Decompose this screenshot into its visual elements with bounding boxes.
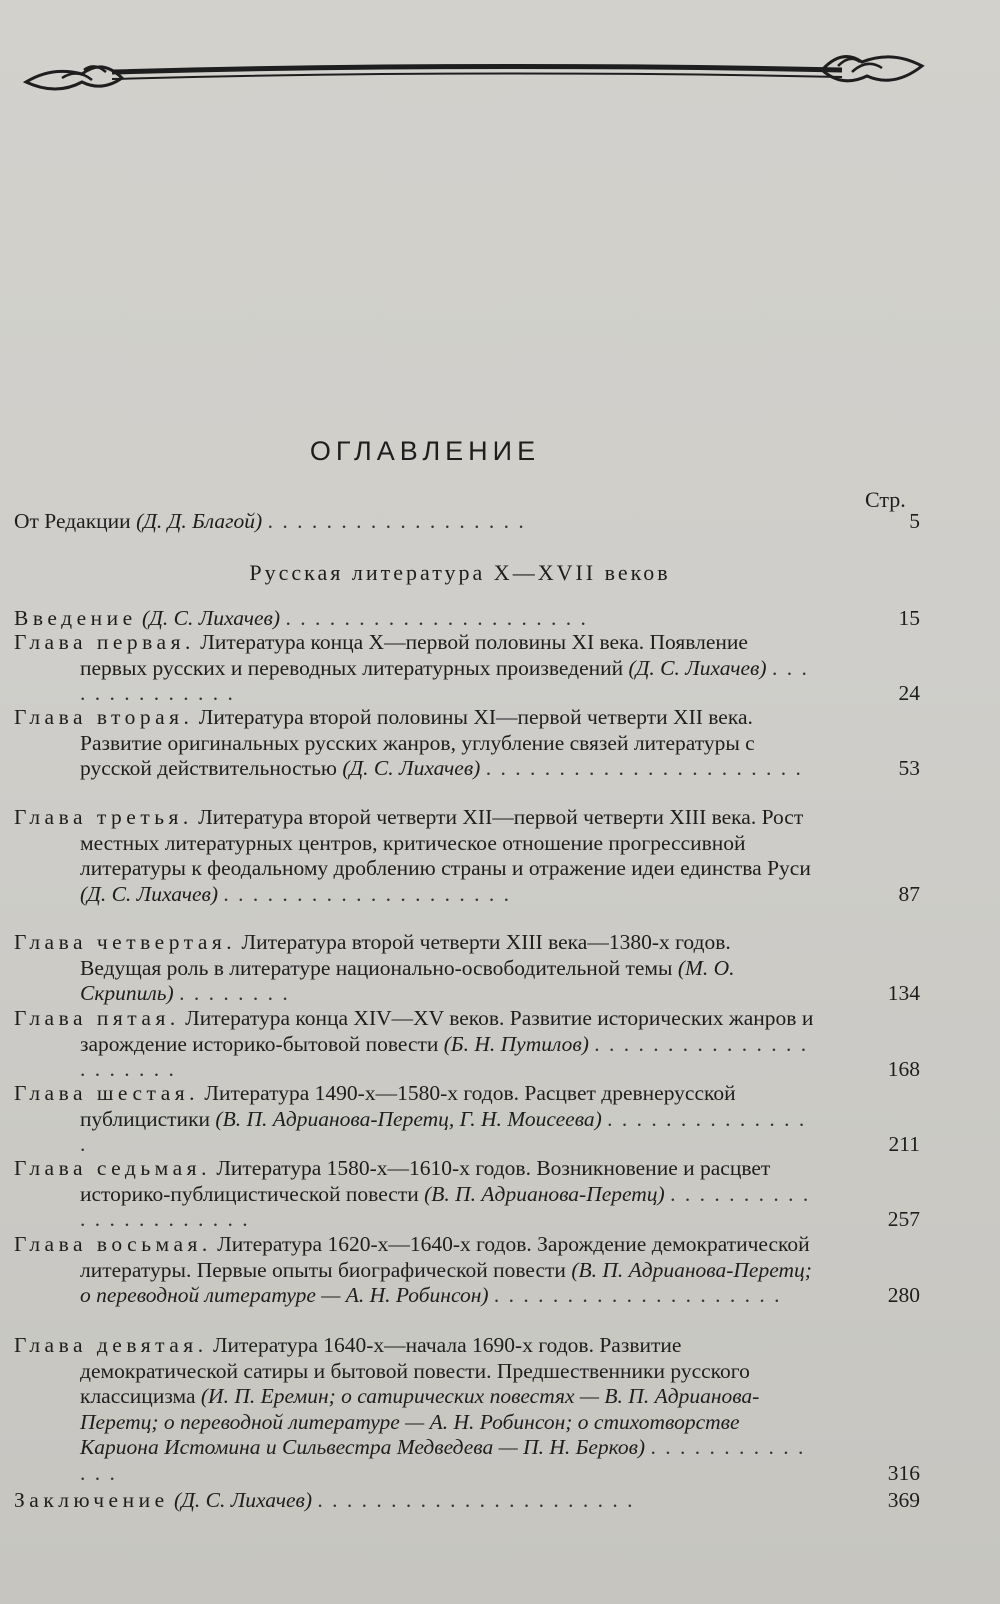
toc-entry[interactable]: Введение (Д. С. Лихачев) . . . . . . . . . . . . . . . . . . . . . 15 [14, 606, 920, 630]
entry-page: 53 [898, 756, 920, 780]
entry-author: (Д. С. Лихачев) [174, 1488, 313, 1512]
entry-author: (Б. Н. Путилов) [443, 1031, 589, 1056]
toc-entry[interactable]: Глава девятая. Литература 1640-х—начала 1690-х годов. Развитие демократической сатиры и бытовой повести. Предшественники русского классицизма (И. П. Еремин; о сатирических повестях — В. П. Адрианова-Перетц; о переводной литературе — А. Н. Робинсон; о стихотворстве Кариона Истомина и Сильвестра Медведева — П. Н. Берков) . . . . . . . . . . . . . . 316 [14, 1333, 920, 1485]
entry-page: 257 [887, 1207, 920, 1231]
entry-lead: Глава седьмая. [14, 1156, 211, 1180]
entry-author: (Д. С. Лихачев) [342, 756, 481, 780]
entry-page: 24 [898, 681, 920, 705]
entry-text: Литература конца X—первой половины XI века. Появление первых русских и переводных литературных произведений [80, 630, 748, 680]
entry-text: Литература 1490-х—1580-х годов. Расцвет древнерусской публицистики [80, 1081, 736, 1131]
toc-entry[interactable]: Глава третья. Литература второй четверти XII—первой четверти XIII века. Рост местных литературных центров, критическое отношение прогрессивной литературы к феодальному дроблению страны и отражение идеи единства Руси (Д. С. Лихачев) . . . . . . . . . . . . . . . . . . . . 87 [14, 805, 920, 906]
toc-entry[interactable]: Глава шестая. Литература 1490-х—1580-х годов. Расцвет древнерусской публицистики (В. П. Адрианова-Перетц, Г. Н. Моисеева) . . . . . . . . . . . . . . . 211 [14, 1081, 920, 1156]
toc-entry[interactable]: Глава восьмая. Литература 1620-х—1640-х годов. Зарождение демократической литературы. Первые опыты биографической повести (В. П. Адрианова-Перетц; о переводной литературе — А. Н. Робинсон) . . . . . . . . . . . . . . . . . . . . 280 [14, 1232, 920, 1307]
entry-lead: Глава пятая. [14, 1006, 180, 1030]
entry-lead: Глава шестая. [14, 1081, 200, 1105]
entry-page: 87 [898, 881, 920, 906]
entry-lead: Введение [14, 606, 137, 630]
entry-page: 211 [888, 1132, 920, 1156]
entry-page: 280 [887, 1283, 920, 1307]
entry-lead: Глава первая. [14, 630, 195, 654]
entry-page: 168 [887, 1057, 920, 1081]
entry-author: (Д. С. Лихачев) [142, 606, 281, 630]
toc-title: ОГЛАВЛЕНИЕ [309, 436, 541, 466]
section-heading: Русская литература X—XVII веков [249, 560, 671, 585]
entry-author: (Д. Д. Благой) [136, 509, 263, 533]
toc-entry-preface[interactable]: От Редакции (Д. Д. Благой) . . . . . . . . . . . . . . . . . . 5 [14, 509, 920, 533]
entry-page: 316 [887, 1460, 920, 1485]
entry-lead: Глава четвертая. [14, 930, 237, 954]
page-column-label: Стр. [865, 487, 906, 512]
entry-author: (В. П. Адрианова-Перетц, Г. Н. Моисеева) [215, 1106, 602, 1131]
toc-entry[interactable]: Глава первая. Литература конца X—первой половины XI века. Появление первых русских и переводных литературных произведений (Д. С. Лихачев) . . . . . . . . . . . . . . 24 [14, 630, 920, 705]
entry-lead: Заключение [14, 1488, 169, 1512]
entry-text: Литература 1640-х—начала 1690-х годов. Развитие демократической сатиры и бытовой повести. Предшественники русского классицизма [80, 1333, 750, 1408]
entry-text: Литература второй четверти XIII века—1380-х годов. Ведущая роль в литературе национально-освободительной темы [80, 930, 731, 980]
ornament-divider [22, 48, 927, 108]
entry-author: (И. П. Еремин; о сатирических повестях — В. П. Адрианова-Перетц; о переводной литературе — А. Н. Робинсон; о стихотворстве Кариона Истомина и Сильвестра Медведева — П. Н. Берков) [80, 1384, 760, 1459]
entry-lead: Глава вторая. [14, 705, 194, 729]
entry-text: Литература второй половины XI—первой четверти XII века. Развитие оригинальных русских жанров, углубление связей литературы с русской действительностью [80, 705, 755, 780]
entry-author: (М. О. Скрипиль) [80, 955, 735, 1005]
toc-entry[interactable]: Глава пятая. Литература конца XIV—XV веков. Развитие исторических жанров и зарождение историко-бытовой повести (Б. Н. Путилов) . . . . . . . . . . . . . . . . . . . . . . 168 [14, 1006, 920, 1081]
entry-text: Литература конца XIV—XV веков. Развитие исторических жанров и зарождение историко-бытовой повести [80, 1006, 814, 1056]
entry-page: 5 [909, 509, 920, 533]
entry-author: (Д. С. Лихачев) [628, 655, 767, 680]
toc-entry[interactable]: Заключение (Д. С. Лихачев) . . . . . . . . . . . . . . . . . . . . . . 369 [14, 1488, 920, 1512]
entry-author: (В. П. Адрианова-Перетц; о переводной литературе — А. Н. Робинсон) [80, 1257, 812, 1307]
entry-page: 15 [898, 606, 920, 630]
toc-entry[interactable]: Глава седьмая. Литература 1580-х—1610-х годов. Возникновение и расцвет историко-публицистической повести (В. П. Адрианова-Перетц) . . . . . . . . . . . . . . . . . . . . . . 257 [14, 1156, 920, 1231]
entry-label: От Редакции [14, 509, 131, 533]
entry-lead: Глава восьмая. [14, 1232, 212, 1256]
entry-text: Литература 1580-х—1610-х годов. Возникновение и расцвет историко-публицистической повести [80, 1156, 771, 1206]
entry-text: Литература второй четверти XII—первой четверти XIII века. Рост местных литературных центров, критическое отношение прогрессивной литературы к феодальному дроблению страны и отражение идеи единства Руси [80, 805, 811, 880]
entry-text: Литература 1620-х—1640-х годов. Зарождение демократической литературы. Первые опыты биографической повести [80, 1232, 810, 1282]
entry-lead: Глава третья. [14, 805, 193, 829]
toc-entry[interactable]: Глава четвертая. Литература второй четверти XIII века—1380-х годов. Ведущая роль в литературе национально-освободительной темы (М. О. Скрипиль) . . . . . . . . 134 [14, 930, 920, 1005]
entry-page: 369 [887, 1488, 920, 1512]
entry-lead: Глава девятая. [14, 1333, 208, 1357]
toc-entry[interactable]: Глава вторая. Литература второй половины XI—первой четверти XII века. Развитие оригинальных русских жанров, углубление связей литературы с русской действительностью (Д. С. Лихачев) . . . . . . . . . . . . . . . . . . . . . . 53 [14, 705, 920, 780]
entry-author: (Д. С. Лихачев) [80, 881, 219, 906]
entry-page: 134 [887, 981, 920, 1005]
entry-author: (В. П. Адрианова-Перетц) [424, 1181, 665, 1206]
